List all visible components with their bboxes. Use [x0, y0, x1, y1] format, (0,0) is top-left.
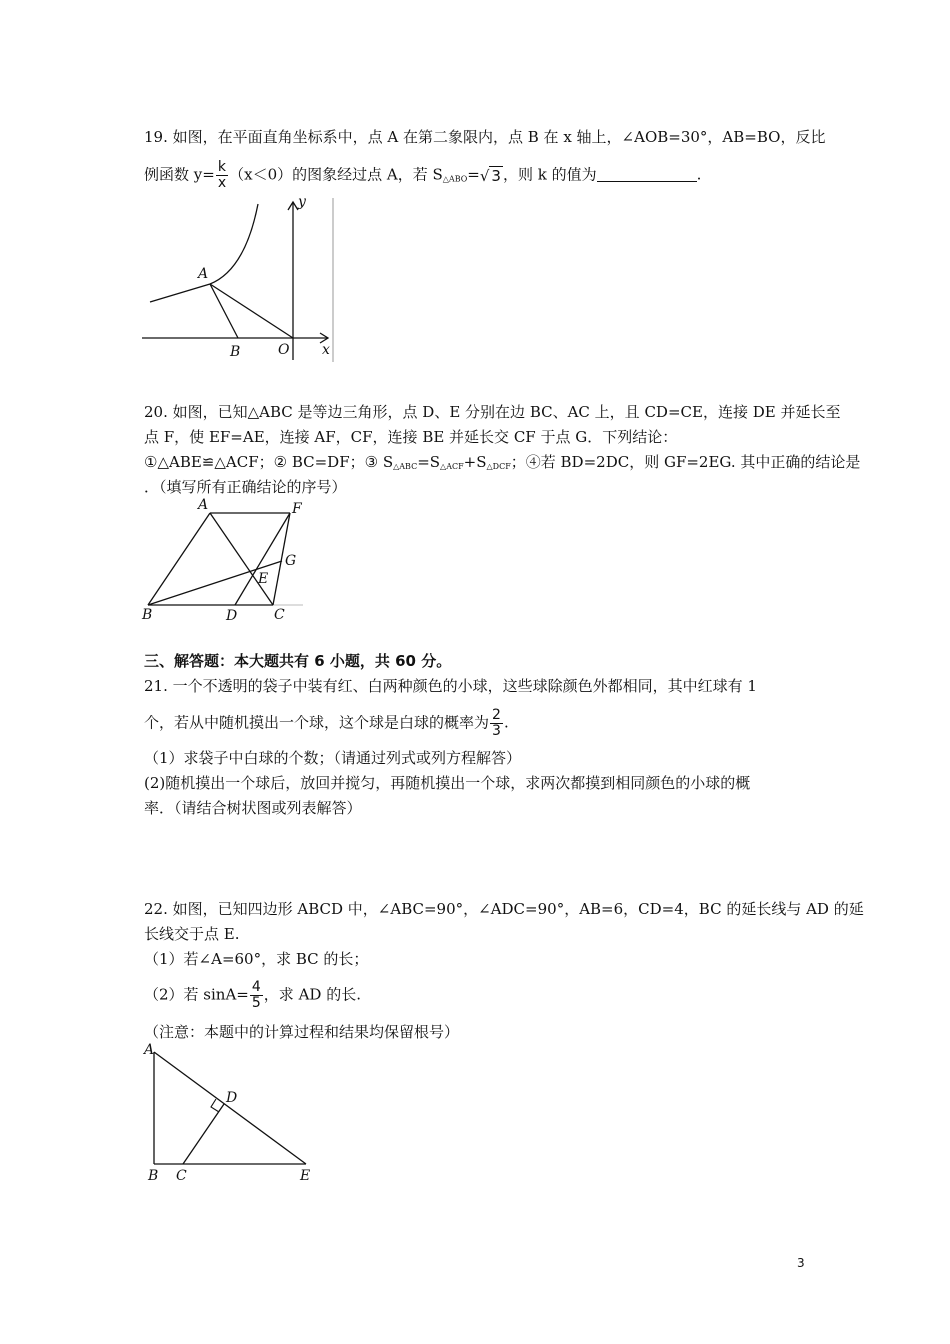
q19-segment-AB [210, 284, 238, 338]
q20-text-b: =S [417, 453, 441, 471]
q19-fraction [216, 160, 228, 191]
q19-line1: 19. 如图，在平面直角坐标系中，点 A 在第二象限内，点 B 在 x 轴上，∠AOB=30°，AB=BO，反比 [144, 128, 826, 146]
q21-text-a: 个，若从中随机摸出一个球，这个球是白球的概率为 [144, 713, 490, 732]
q20-text-c: +S [463, 453, 487, 471]
q20-label-F: F [292, 501, 302, 517]
q20-label-A: A [198, 497, 209, 513]
q21-line2 [144, 708, 509, 739]
q21-part2-line2: 率．（请结合树状图或列表解答） [144, 799, 362, 817]
q22-fraction [250, 980, 263, 1011]
q20-text-a: ①△ABE≌△ACF；② BC=DF；③ S [144, 453, 394, 471]
q20-segment-AB [148, 513, 210, 605]
q22-label-C: C [176, 1168, 187, 1184]
q19-line2 [144, 160, 701, 191]
q22-frac-num: 4 [251, 979, 261, 995]
q19-segment-AO [210, 284, 293, 338]
q22-label-B: B [148, 1168, 159, 1184]
q19-sqrt: √ 3 [479, 166, 501, 185]
q20-label-D: D [226, 608, 238, 624]
q21-frac-den: 3 [492, 723, 501, 739]
q22-note: （注意：本题中的计算过程和结果均保留根号） [144, 1023, 460, 1041]
q19-answer-blank[interactable] [597, 167, 697, 182]
q22-label-D: D [226, 1090, 238, 1106]
q21-part1: （1）求袋子中白球的个数；（请通过列式或列方程解答） [144, 749, 522, 767]
q20-line3 [144, 452, 860, 477]
q22-line1: 22. 如图，已知四边形 ABCD 中，∠ABC=90°，∠ADC=90°，AB=6，CD=4，BC 的延长线与 AD 的延 [144, 900, 864, 918]
q21-frac-num: 2 [492, 707, 501, 723]
q19-label-A: A [198, 266, 209, 282]
q19-hyperbola [150, 204, 258, 302]
q22-frac-den: 5 [251, 995, 261, 1011]
q22-label-E: E [300, 1168, 311, 1184]
q19-sub: △ABO [442, 174, 468, 184]
q19-frac-num: k [216, 160, 228, 176]
section3-heading: 三、解答题：本大题共有 6 小题，共 60 分。 [144, 652, 452, 670]
q19-text-b: （x＜0）的图象经过点 A，若 S [229, 165, 443, 184]
q19-figure [140, 192, 340, 362]
q22-text-a: （2）若 sinA= [144, 985, 249, 1004]
q21-line1: 21. 一个不透明的袋子中装有红、白两种颜色的小球，这些球除颜色外都相同，其中红球有 1 [144, 677, 757, 695]
q22-right-angle-mark [211, 1099, 219, 1112]
q20-sub1: △ABC [393, 462, 418, 471]
q22-text-b: ，求 AD 的长. [263, 985, 361, 1004]
q20-label-G: G [285, 553, 297, 569]
q19-label-x: x [322, 342, 330, 358]
q19-label-O: O [278, 342, 290, 358]
q19-frac-den: x [217, 175, 227, 191]
q20-line1: 20. 如图，已知△ABC 是等边三角形，点 D、E 分别在边 BC、AC 上，且 CD=CE，连接 DE 并延长至 [144, 403, 841, 421]
q21-part2-line1: (2)随机摸出一个球后，放回并搅匀，再随机摸出一个球，求两次都摸到相同颜色的小球的概 [144, 774, 751, 792]
page-number: 3 [797, 1256, 805, 1270]
q20-text-d: ；④若 BD=2DC，则 GF=2EG. 其中正确的结论是 [510, 453, 861, 471]
q19-text-a: 例函数 y= [144, 165, 215, 184]
q19-label-B: B [230, 344, 241, 360]
q22-part2 [144, 980, 361, 1011]
q19-text-c: ，则 k 的值为 [502, 165, 597, 184]
q22-line2: 长线交于点 E. [144, 925, 240, 943]
q19-text-end: . [696, 165, 702, 184]
q20-label-C: C [274, 607, 285, 623]
q20-label-E: E [258, 571, 269, 587]
q20-figure [140, 495, 310, 625]
q19-label-y: y [298, 194, 306, 210]
q20-line4: ．（填写所有正确结论的序号） [144, 478, 347, 496]
q20-sub3: △DCF [486, 462, 511, 471]
q21-fraction [490, 708, 503, 739]
q20-segment-AC [210, 513, 273, 605]
q22-segment-AE [154, 1052, 306, 1164]
q22-figure [140, 1040, 320, 1190]
q19-sqrt-val: 3 [491, 166, 501, 185]
q22-part1: （1）若∠A=60°，求 BC 的长； [144, 950, 369, 968]
q20-line2: 点 F，使 EF=AE，连接 AF，CF，连接 BE 并延长交 CF 于点 G．下列结论： [144, 428, 678, 446]
q22-label-A: A [144, 1042, 155, 1058]
q20-label-B: B [142, 607, 153, 623]
q19-eq: = [467, 165, 480, 184]
q20-sub2: △ACF [440, 462, 464, 471]
q22-segment-DC [183, 1104, 224, 1164]
q21-text-end: . [503, 713, 509, 732]
